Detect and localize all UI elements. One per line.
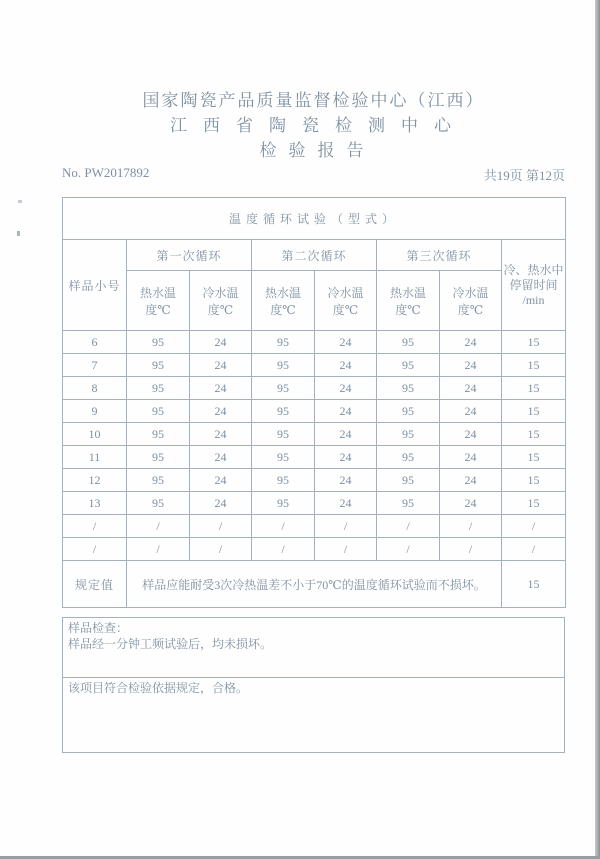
cell-sample-number: 9 <box>63 400 127 423</box>
table-row <box>63 377 566 400</box>
cell-sample-number: / <box>63 538 127 561</box>
col-header-hot-2: 热水温度℃ <box>252 271 315 331</box>
table-row <box>63 446 566 469</box>
org-title-provincial: 江西省陶瓷检测中心 <box>170 116 467 135</box>
dwell-header-line3: /min <box>522 292 545 307</box>
cell-dwell-time: / <box>502 515 566 538</box>
cell-temperature: 95 <box>127 423 190 446</box>
conclusion-box <box>62 677 565 753</box>
conclusion-text: 该项目符合检验依据规定，合格。 <box>68 681 249 695</box>
cell-temperature: 95 <box>252 354 315 377</box>
cell-temperature: 24 <box>315 446 377 469</box>
table-row <box>63 469 566 492</box>
col-header-hot-1: 热水温度℃ <box>127 271 190 331</box>
cell-temperature: 95 <box>127 377 190 400</box>
cell-temperature: / <box>252 538 315 561</box>
test-result-table <box>62 197 566 608</box>
cell-temperature: 95 <box>377 377 440 400</box>
cell-temperature: / <box>440 515 502 538</box>
cell-dwell-time: 15 <box>502 331 566 354</box>
dwell-header-line1: 冷、热水中 <box>503 262 564 277</box>
cell-temperature: 95 <box>377 354 440 377</box>
col-header-dwell-time <box>502 240 566 331</box>
cell-temperature: 24 <box>190 400 252 423</box>
table-title: 温度循环试验（型式） <box>63 198 566 240</box>
cell-temperature: 24 <box>190 331 252 354</box>
scan-artifact-dot <box>18 200 22 203</box>
cell-temperature: 95 <box>127 469 190 492</box>
cell-sample-number: 12 <box>63 469 127 492</box>
cell-temperature: 24 <box>190 446 252 469</box>
sample-check-text: 样品经一分钟工频试验后，均未损坏。 <box>68 637 273 651</box>
table-row <box>63 538 566 561</box>
cell-temperature: 95 <box>377 331 440 354</box>
cell-temperature: 24 <box>315 423 377 446</box>
cell-temperature: 24 <box>440 423 502 446</box>
cell-temperature: 95 <box>252 492 315 515</box>
cell-temperature: 24 <box>315 469 377 492</box>
report-meta-row <box>62 165 565 184</box>
cell-temperature: 24 <box>190 354 252 377</box>
cell-temperature: 95 <box>252 446 315 469</box>
cell-temperature: 95 <box>127 400 190 423</box>
cell-dwell-time: 15 <box>502 492 566 515</box>
dwell-header-line2: 停留时间 <box>509 277 558 292</box>
cell-sample-number: 11 <box>63 446 127 469</box>
cell-temperature: 24 <box>440 469 502 492</box>
cell-temperature: / <box>252 515 315 538</box>
cell-dwell-time: 15 <box>502 423 566 446</box>
cell-temperature: 24 <box>440 331 502 354</box>
col-header-cold-3: 冷水温度℃ <box>440 271 502 331</box>
cell-temperature: 95 <box>127 492 190 515</box>
cell-sample-number: 13 <box>63 492 127 515</box>
cell-dwell-time: 15 <box>502 354 566 377</box>
cell-temperature: 24 <box>440 400 502 423</box>
report-header <box>62 88 565 163</box>
table-row <box>63 515 566 538</box>
cell-temperature: 95 <box>252 331 315 354</box>
cell-temperature: / <box>127 538 190 561</box>
scan-artifact-dot <box>17 231 20 236</box>
sample-check-title: 样品检查： <box>68 621 129 635</box>
col-header-sample: 样品小号 <box>63 240 127 331</box>
table-body <box>63 331 566 561</box>
cell-temperature: 95 <box>377 446 440 469</box>
cell-temperature: / <box>315 538 377 561</box>
cell-dwell-time: 15 <box>502 400 566 423</box>
spec-dwell-value: 15 <box>502 561 566 608</box>
org-title-national: 国家陶瓷产品质量监督检验中心（江西） <box>142 91 485 110</box>
cell-temperature: 24 <box>315 354 377 377</box>
cell-sample-number: / <box>63 515 127 538</box>
cell-temperature: 95 <box>127 331 190 354</box>
col-header-cycle-2: 第二次循环 <box>252 240 377 271</box>
cell-temperature: 24 <box>440 446 502 469</box>
col-header-hot-3: 热水温度℃ <box>377 271 440 331</box>
cell-temperature: 95 <box>377 400 440 423</box>
cell-temperature: / <box>190 538 252 561</box>
cell-dwell-time: 15 <box>502 446 566 469</box>
cell-temperature: 95 <box>252 377 315 400</box>
col-header-cold-2: 冷水温度℃ <box>315 271 377 331</box>
cell-temperature: / <box>377 515 440 538</box>
cell-temperature: 24 <box>190 423 252 446</box>
cell-temperature: 95 <box>252 400 315 423</box>
table-row <box>63 354 566 377</box>
col-header-cycle-3: 第三次循环 <box>377 240 502 271</box>
cell-temperature: / <box>190 515 252 538</box>
cell-temperature: 24 <box>315 377 377 400</box>
table-row <box>63 400 566 423</box>
cell-sample-number: 7 <box>63 354 127 377</box>
cell-temperature: 95 <box>252 423 315 446</box>
spec-row-label: 规定值 <box>63 561 127 608</box>
cell-temperature: 95 <box>377 423 440 446</box>
spec-requirement-text: 样品应能耐受3次冷热温差不小于70℃的温度循环试验而不损坏。 <box>127 561 502 608</box>
cell-sample-number: 8 <box>63 377 127 400</box>
sample-check-box <box>62 617 565 678</box>
cell-temperature: 95 <box>377 492 440 515</box>
cell-dwell-time: 15 <box>502 469 566 492</box>
cell-temperature: 95 <box>252 469 315 492</box>
col-header-cycle-1: 第一次循环 <box>127 240 252 271</box>
cell-temperature: / <box>440 538 502 561</box>
cell-temperature: 24 <box>315 400 377 423</box>
cell-temperature: 95 <box>127 446 190 469</box>
table-row <box>63 423 566 446</box>
cell-temperature: 95 <box>127 354 190 377</box>
cell-temperature: / <box>315 515 377 538</box>
cell-temperature: 24 <box>315 331 377 354</box>
cell-temperature: 24 <box>440 354 502 377</box>
cell-temperature: / <box>127 515 190 538</box>
report-number: No. PW2017892 <box>62 165 150 180</box>
cell-temperature: 24 <box>190 492 252 515</box>
table-row <box>63 331 566 354</box>
cell-dwell-time: / <box>502 538 566 561</box>
cell-temperature: 24 <box>190 469 252 492</box>
cell-sample-number: 10 <box>63 423 127 446</box>
col-header-cold-1: 冷水温度℃ <box>190 271 252 331</box>
table-row <box>63 492 566 515</box>
report-title: 检验报告 <box>259 141 376 160</box>
cell-temperature: 24 <box>190 377 252 400</box>
cell-temperature: 24 <box>440 492 502 515</box>
cell-temperature: 24 <box>440 377 502 400</box>
cell-dwell-time: 15 <box>502 377 566 400</box>
cell-temperature: 95 <box>377 469 440 492</box>
cell-temperature: / <box>377 538 440 561</box>
page-indicator: 共19页 第12页 <box>483 168 565 183</box>
cell-sample-number: 6 <box>63 331 127 354</box>
scan-edge-right <box>595 0 600 859</box>
cell-temperature: 24 <box>315 492 377 515</box>
